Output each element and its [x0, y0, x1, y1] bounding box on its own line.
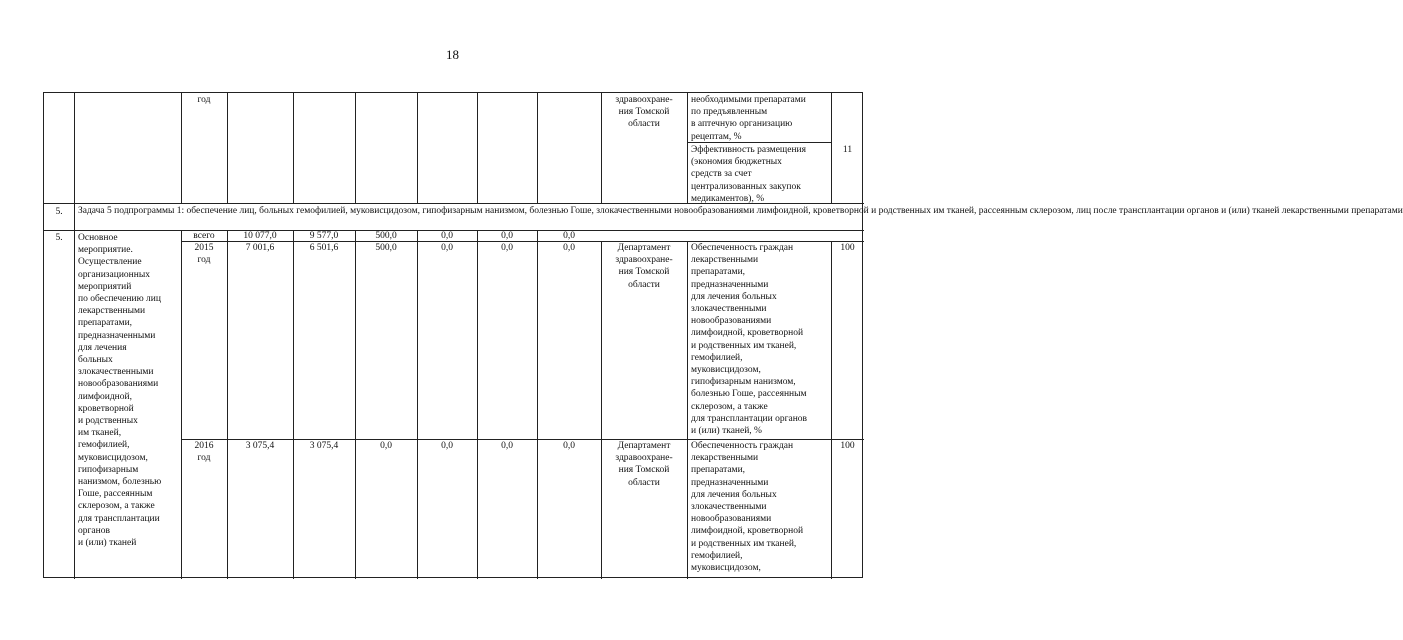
- indicator-cell: Эффективность размещения (экономия бюджетных средств за счет централизованных закупок медикаментов), %: [691, 145, 806, 204]
- col-divider: [293, 230, 294, 579]
- year-cell: 2016 год: [194, 441, 214, 464]
- amount-cell: 7 001,6: [245, 243, 275, 253]
- amount-cell: 0,0: [501, 243, 513, 253]
- indicator-cell: необходимыми препаратами по предъявленным в аптечную организацию рецептам, %: [691, 95, 806, 142]
- col-divider: [687, 93, 688, 203]
- task-text: Задача 5 подпрограммы 1: обеспечение лиц, больных гемофилией, муковисцидозом, гипофизарным нанизмом, болезнью Гоше, злокачественными новообразованиями лимфоидной, кроветворной и родственных им тканей, рассеянным склерозом, лиц после трансплантации органов и (или) тканей лекарственными препаратами: [78, 206, 1403, 216]
- indicator-cell: Обеспеченность граждан лекарственными препаратами, предназначенными для лечения больных злокачественными новообразованиями лимфоидной, кроветворной и родственных им тканей, гемофилией, муковисцидозом, гипофизарным нанизмом, болезнью Гоше, рассеянным склерозом, а также для трансплантации органов и (или) тканей, %: [691, 243, 808, 437]
- col-divider: [477, 93, 478, 203]
- col-divider: [537, 230, 538, 579]
- department-cell: Департамент здравоохране- ния Томской области: [615, 441, 673, 488]
- amount-cell: 0,0: [380, 441, 392, 451]
- col-divider: [537, 93, 538, 203]
- col-divider: [477, 230, 478, 579]
- department-cell: здравоохране- ния Томской области: [615, 95, 673, 130]
- task-number: 5.: [55, 207, 63, 217]
- target-value: 100: [840, 243, 855, 253]
- indicator-value: 11: [842, 145, 853, 155]
- indicator-cell: Обеспеченность граждан лекарственными препаратами, предназначенными для лечения больных злокачественными новообразованиями лимфоидной, кроветворной и родственных им тканей, гемофилией, муковисцидозом,: [691, 441, 804, 574]
- col-divider: [601, 241, 602, 579]
- col-divider: [227, 230, 228, 579]
- total-value: 9 577,0: [309, 231, 339, 241]
- col-divider: [831, 241, 832, 579]
- col-divider: [417, 230, 418, 579]
- amount-cell: 0,0: [441, 441, 453, 451]
- total-value: 0,0: [563, 231, 575, 241]
- col-divider: [355, 93, 356, 203]
- total-value: 500,0: [375, 231, 397, 241]
- amount-cell: 0,0: [501, 441, 513, 451]
- col-divider: [355, 230, 356, 579]
- col-divider: [227, 93, 228, 203]
- amount-cell: 6 501,6: [309, 243, 339, 253]
- col-divider: [417, 93, 418, 203]
- event-number: 5.: [55, 233, 63, 243]
- col-divider: [181, 93, 182, 203]
- total-label: всего: [193, 231, 215, 241]
- amount-cell: 3 075,4: [245, 441, 275, 451]
- event-name: Основное мероприятие. Осуществление организационных мероприятий по обеспечению лиц лекарственными препаратами, предназначенными для лечения больных злокачественными новообразованиями лимфоидной, кроветворной и родственных им тканей, гемофилией, муковисцидозом, гипофизарным нанизмом, болезнью Гоше, рассеянным склерозом, а также для трансплантации органов и (или) тканей: [78, 233, 162, 549]
- total-value: 0,0: [501, 231, 513, 241]
- year-label: год: [197, 95, 211, 105]
- amount-cell: 0,0: [441, 243, 453, 253]
- col-divider: [181, 230, 182, 579]
- program-table: [43, 92, 1403, 578]
- target-value: 100: [840, 441, 855, 451]
- amount-cell: 0,0: [563, 441, 575, 451]
- amount-cell: 0,0: [563, 243, 575, 253]
- col-divider: [687, 241, 688, 579]
- year-cell: 2015 год: [194, 243, 214, 266]
- col-divider: [74, 230, 75, 579]
- page-number: 18: [446, 47, 459, 62]
- amount-cell: 500,0: [375, 243, 397, 253]
- amount-cell: 3 075,4: [309, 441, 339, 451]
- department-cell: Департамент здравоохране- ния Томской области: [615, 243, 673, 290]
- total-value: 10 077,0: [243, 231, 277, 241]
- col-divider: [74, 93, 75, 203]
- total-value: 0,0: [441, 231, 453, 241]
- col-divider: [293, 93, 294, 203]
- col-divider: [74, 203, 75, 230]
